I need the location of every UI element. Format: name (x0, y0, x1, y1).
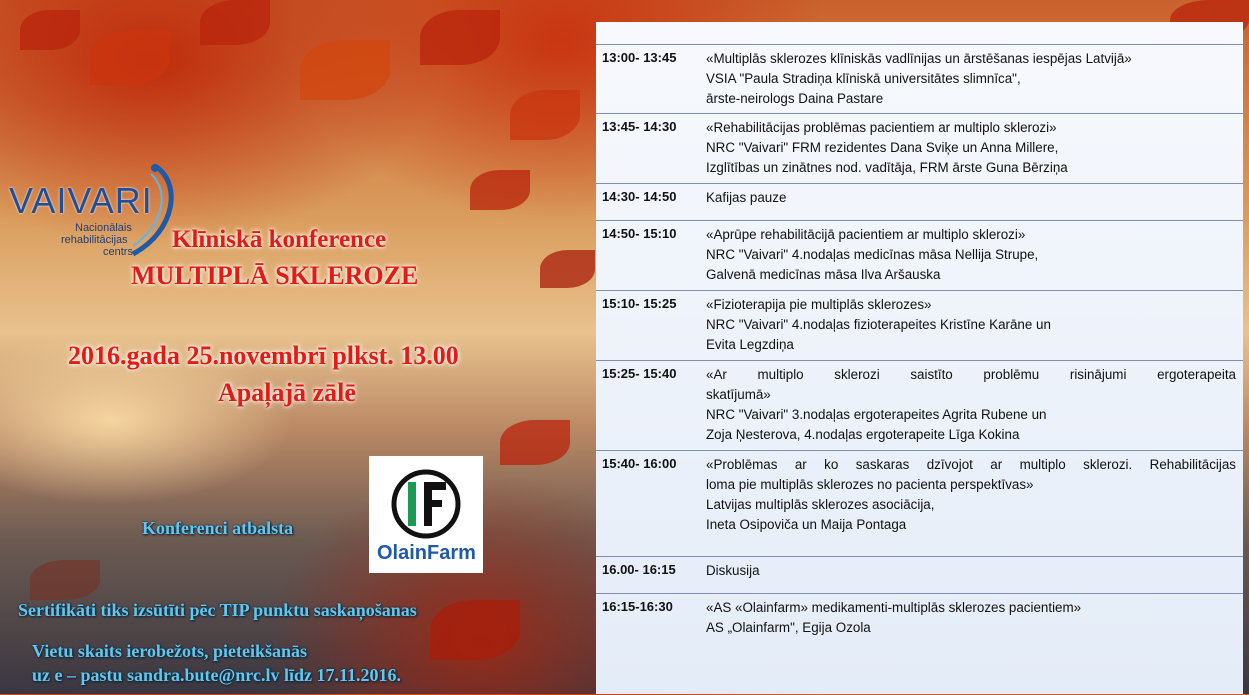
schedule-time: 16:15-16:30 (602, 599, 673, 614)
schedule-row (596, 44, 1243, 113)
conference-type: Klīniskā konference (172, 226, 387, 253)
schedule-topic: «Rehabilitācijas problēmas pacientiem ar multiplo sklerozi» (706, 120, 1057, 135)
schedule-topic: «AS «Olainfarm» medikamenti-multiplās sklerozes pacientiem» (706, 600, 1082, 615)
conference-place: Apaļajā zālē (218, 378, 356, 407)
schedule-topic: Kafijas pauze (706, 190, 787, 205)
schedule-speaker: Ineta Osipoviča un Maija Pontaga (706, 517, 907, 532)
registration-line-2: uz e – pastu sandra.bute@nrc.lv līdz 17.11.2016. (32, 665, 401, 685)
schedule-speaker: NRC "Vaivari" FRM rezidentes Dana Sviķe un Anna Millere, (706, 140, 1059, 155)
schedule-speaker: NRC "Vaivari" 4.nodaļas fizioterapeites Kristīne Karāne un (706, 317, 1051, 332)
schedule-row (596, 290, 1243, 360)
vaivari-subtitle-1: Nacionālais (75, 222, 132, 234)
schedule-speaker: Galvenā medicīnas māsa Ilva Aršauska (706, 267, 941, 282)
schedule-topic: skatījumā» (706, 387, 771, 402)
conference-title: MULTIPLĀ SKLEROZE (131, 261, 419, 290)
schedule-time: 15:25- 15:40 (602, 366, 677, 381)
schedule-speaker: NRC "Vaivari" 4.nodaļas medicīnas māsa Nellija Strupe, (706, 247, 1039, 262)
vaivari-wordmark: VAIVARI (9, 180, 153, 221)
conference-date: 2016.gada 25.novembrī plkst. 13.00 (68, 341, 459, 370)
schedule-row (596, 220, 1243, 290)
schedule-speaker: Izglītības un zinātnes nod. vadītāja, FRM ārste Guna Bērziņa (706, 160, 1068, 175)
schedule-speaker: AS „Olainfarm", Egija Ozola (706, 620, 871, 635)
schedule-speaker: Evita Legzdiņa (706, 337, 794, 352)
olainfarm-wordmark: OlainFarm (377, 542, 476, 564)
schedule-table (596, 22, 1243, 694)
vaivari-subtitle-3: centrs (103, 246, 133, 258)
schedule-topic: Diskusija (706, 563, 760, 578)
schedule-topic: «Fizioterapija pie multiplās sklerozes» (706, 297, 932, 312)
schedule-row (596, 450, 1243, 556)
olainfarm-logo (369, 456, 483, 573)
schedule-time: 15:40- 16:00 (602, 456, 677, 471)
schedule-row (596, 113, 1243, 183)
schedule-time: 13:00- 13:45 (602, 50, 677, 65)
schedule-speaker: Latvijas multiplās sklerozes asociācija, (706, 497, 935, 512)
certificates-note: Sertifikāti tiks izsūtīti pēc TIP punktu saskaņošanas (18, 600, 417, 620)
schedule-speaker: VSIA "Paula Stradiņa klīniskā universitātes slimnīca", (706, 71, 1021, 86)
schedule-topic: loma pie multiplās sklerozes no pacienta perspektīvas» (706, 477, 1034, 492)
schedule-row (596, 360, 1243, 450)
schedule-time: 15:10- 15:25 (602, 296, 677, 311)
schedule-time: 16.00- 16:15 (602, 562, 676, 577)
schedule-topic: «Problēmas ar ko saskaras dzīvojot ar multiplo sklerozi. Rehabilitācijas (706, 457, 1236, 472)
schedule-topic: «Ar multiplo sklerozi saistīto problēmu risinājumi ergoterapeita (706, 367, 1236, 382)
schedule-speaker: ārste-neirologs Daina Pastare (706, 91, 884, 106)
schedule-row (596, 183, 1243, 220)
registration-line-1: Vietu skaits ierobežots, pieteikšanās (32, 641, 308, 661)
schedule-topic: «Multiplās sklerozes klīniskās vadlīnijas un ārstēšanas iespējas Latvijā» (706, 51, 1132, 66)
vaivari-logo (5, 162, 177, 262)
schedule-topic: «Aprūpe rehabilitācijā pacientiem ar multiplo sklerozi» (706, 227, 1026, 242)
schedule-row (596, 593, 1243, 695)
schedule-speaker: Zoja Ņesterova, 4.nodaļas ergoterapeite Līga Kokina (706, 427, 1020, 442)
schedule-row (596, 556, 1243, 593)
schedule-speaker: NRC "Vaivari" 3.nodaļas ergoterapeites Agrita Rubene un (706, 407, 1047, 422)
vaivari-subtitle-2: rehabilitācijas (61, 234, 128, 246)
schedule-time: 13:45- 14:30 (602, 119, 677, 134)
schedule-time: 14:30- 14:50 (602, 189, 677, 204)
schedule-time: 14:50- 15:10 (602, 226, 677, 241)
sponsor-label: Konferenci atbalsta (142, 518, 294, 538)
